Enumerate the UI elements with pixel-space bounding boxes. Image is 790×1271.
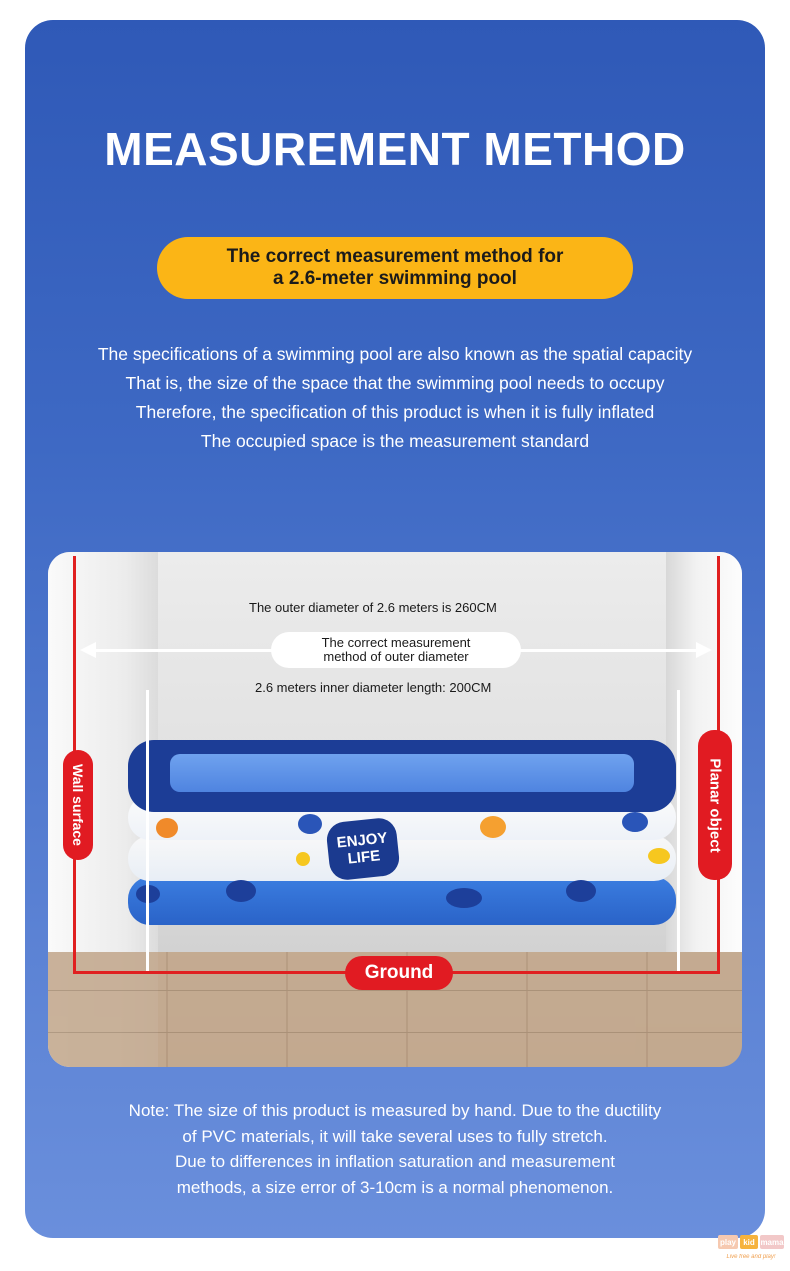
inner-marker-left (146, 690, 149, 972)
enjoy-life-badge: ENJOY LIFE (325, 817, 401, 882)
outer-diameter-line-right (518, 649, 698, 652)
description-line: That is, the size of the space that the swimming pool needs to occupy (125, 373, 665, 393)
note-line: methods, a size error of 3-10cm is a normal phenomenon. (176, 1177, 614, 1197)
jellyfish-icon (480, 816, 506, 838)
content-card (25, 20, 765, 1238)
arrow-right-icon (696, 642, 712, 658)
jellyfish-icon (156, 818, 178, 838)
shell-icon (622, 812, 648, 832)
pool-middle-ring (128, 836, 676, 881)
note-line: Note: The size of this product is measured by hand. Due to the ductility (128, 1101, 662, 1120)
outer-diameter-text: The outer diameter of 2.6 meters is 260CM (249, 600, 497, 615)
logo-part-mama: mama (760, 1235, 784, 1249)
inner-marker-right (677, 690, 680, 972)
method-label: The correct measurement method of outer diameter (271, 632, 521, 668)
arrow-left-icon (80, 642, 96, 658)
crab-icon (226, 880, 256, 902)
wall-surface-tag (63, 750, 93, 860)
logo-part-play: play (718, 1235, 738, 1249)
pool-water (170, 754, 634, 792)
planar-object-tag (698, 730, 732, 880)
note-text (25, 1098, 765, 1200)
description-line: The specifications of a swimming pool are also known as the spatial capacity (97, 344, 693, 364)
star-icon (296, 852, 310, 866)
brand-logo (718, 1235, 784, 1267)
logo-tagline: Live free and play! (726, 1254, 776, 1260)
planar-object-label: Planar object (706, 757, 724, 853)
subtitle-line-1: The correct measurement method for (226, 246, 564, 267)
ground-tag: Ground (345, 956, 453, 990)
whale-icon (446, 888, 482, 908)
inner-diameter-text: 2.6 meters inner diameter length: 200CM (255, 680, 492, 695)
measurement-diagram (48, 552, 742, 1067)
description-text (25, 340, 765, 456)
wall-surface-label: Wall surface (70, 764, 86, 846)
subtitle-pill (157, 237, 633, 299)
outer-diameter-line-left (92, 649, 274, 652)
page-title: MEASUREMENT METHOD (104, 123, 686, 175)
shell-icon (298, 814, 322, 834)
fish-icon (648, 848, 670, 864)
pool-image (128, 740, 676, 925)
note-line: of PVC materials, it will take several uses to fully stretch. (182, 1126, 608, 1146)
description-line: Therefore, the specification of this product is when it is fully inflated (135, 402, 655, 422)
pool-rim (128, 740, 676, 812)
pool-bottom-ring (128, 877, 676, 925)
logo-part-kid: kid (740, 1235, 758, 1249)
note-line: Due to differences in inflation saturation and measurement (174, 1152, 616, 1171)
subtitle-line-2: a 2.6-meter swimming pool (273, 268, 517, 289)
crab-icon (566, 880, 596, 902)
description-line: The occupied space is the measurement standard (200, 431, 590, 451)
